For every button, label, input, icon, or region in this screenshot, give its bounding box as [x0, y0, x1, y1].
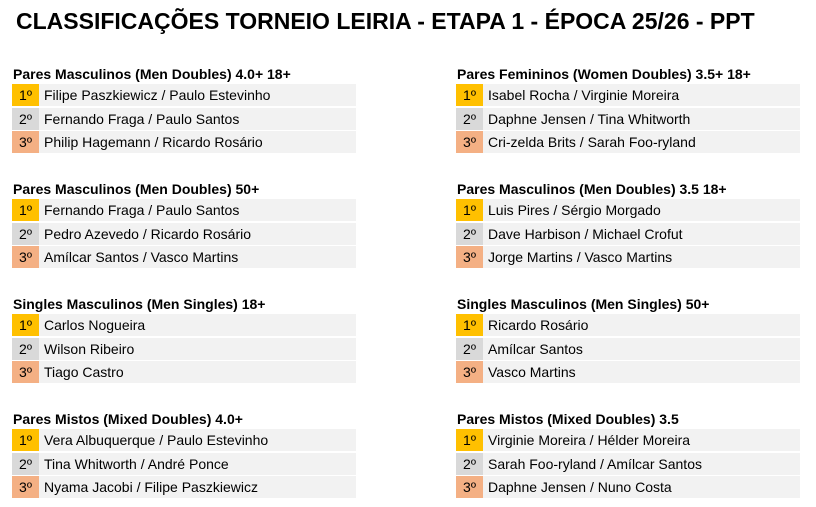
category-title: Pares Masculinos (Men Doubles) 4.0+ 18+: [13, 66, 291, 82]
category-title: Singles Masculinos (Men Singles) 18+: [13, 296, 266, 312]
category-block: [456, 64, 800, 153]
category-title: Pares Masculinos (Men Doubles) 50+: [13, 181, 260, 197]
result-row-2: [456, 222, 800, 245]
rank-2nd: 2º: [456, 223, 483, 245]
result-row-3: [456, 360, 800, 383]
result-row-1: [12, 314, 356, 337]
category-title: Pares Mistos (Mixed Doubles) 3.5: [457, 411, 679, 427]
rank-2nd: 2º: [456, 453, 483, 475]
result-row-1: [456, 199, 800, 222]
result-row-3: [12, 360, 356, 383]
rank-2nd: 2º: [456, 338, 483, 360]
player-names: Vera Albuquerque / Paulo Estevinho: [39, 429, 356, 451]
player-names: Filipe Paszkiewicz / Paulo Estevinho: [39, 84, 356, 106]
player-names: Nyama Jacobi / Filipe Paszkiewicz: [39, 476, 356, 498]
category-block: [12, 64, 356, 153]
rank-1st: 1º: [12, 429, 39, 451]
rank-1st: 1º: [456, 314, 483, 336]
result-row-3: [456, 475, 800, 498]
player-names: Wilson Ribeiro: [39, 338, 356, 360]
category-title: Pares Masculinos (Men Doubles) 3.5 18+: [457, 181, 727, 197]
result-row-3: [456, 130, 800, 153]
rank-1st: 1º: [456, 429, 483, 451]
result-row-2: [456, 337, 800, 360]
page-title: CLASSIFICAÇÕES TORNEIO LEIRIA - ETAPA 1 - ÉPOCA 25/26 - PPT: [16, 8, 755, 34]
result-row-2: [12, 337, 356, 360]
rank-2nd: 2º: [12, 338, 39, 360]
result-row-1: [456, 84, 800, 107]
result-row-2: [456, 107, 800, 130]
category-block: [12, 409, 356, 498]
player-names: Daphne Jensen / Nuno Costa: [483, 476, 800, 498]
rank-3rd: 3º: [12, 361, 39, 383]
rank-1st: 1º: [12, 199, 39, 221]
player-names: Dave Harbison / Michael Crofut: [483, 223, 800, 245]
result-row-2: [12, 107, 356, 130]
result-row-1: [12, 84, 356, 107]
category-block: [12, 179, 356, 268]
result-row-3: [12, 245, 356, 268]
result-row-1: [456, 314, 800, 337]
category-block: [456, 294, 800, 383]
result-row-3: [12, 130, 356, 153]
player-names: Fernando Fraga / Paulo Santos: [39, 108, 356, 130]
rank-2nd: 2º: [12, 223, 39, 245]
player-names: Isabel Rocha / Virginie Moreira: [483, 84, 800, 106]
player-names: Ricardo Rosário: [483, 314, 800, 336]
player-names: Cri-zelda Brits / Sarah Foo-ryland: [483, 131, 800, 153]
category-title: Pares Femininos (Women Doubles) 3.5+ 18+: [457, 66, 751, 82]
player-names: Tiago Castro: [39, 361, 356, 383]
rank-2nd: 2º: [456, 108, 483, 130]
player-names: Vasco Martins: [483, 361, 800, 383]
category-block: [456, 409, 800, 498]
rank-3rd: 3º: [12, 131, 39, 153]
category-title: Singles Masculinos (Men Singles) 50+: [457, 296, 710, 312]
category-title: Pares Mistos (Mixed Doubles) 4.0+: [13, 411, 243, 427]
player-names: Tina Whitworth / André Ponce: [39, 453, 356, 475]
result-row-3: [12, 475, 356, 498]
rank-3rd: 3º: [456, 361, 483, 383]
result-row-3: [456, 245, 800, 268]
rank-3rd: 3º: [12, 246, 39, 268]
rank-1st: 1º: [456, 199, 483, 221]
result-row-1: [456, 429, 800, 452]
result-row-1: [12, 429, 356, 452]
rank-1st: 1º: [12, 314, 39, 336]
player-names: Sarah Foo-ryland / Amílcar Santos: [483, 453, 800, 475]
rank-1st: 1º: [12, 84, 39, 106]
result-row-2: [12, 452, 356, 475]
result-row-2: [12, 222, 356, 245]
category-block: [456, 179, 800, 268]
rank-3rd: 3º: [456, 131, 483, 153]
player-names: Virginie Moreira / Hélder Moreira: [483, 429, 800, 451]
player-names: Amílcar Santos / Vasco Martins: [39, 246, 356, 268]
rank-3rd: 3º: [456, 476, 483, 498]
rank-3rd: 3º: [12, 476, 39, 498]
player-names: Philip Hagemann / Ricardo Rosário: [39, 131, 356, 153]
category-block: [12, 294, 356, 383]
result-row-1: [12, 199, 356, 222]
player-names: Amílcar Santos: [483, 338, 800, 360]
rank-2nd: 2º: [12, 108, 39, 130]
player-names: Fernando Fraga / Paulo Santos: [39, 199, 356, 221]
player-names: Luis Pires / Sérgio Morgado: [483, 199, 800, 221]
result-row-2: [456, 452, 800, 475]
player-names: Pedro Azevedo / Ricardo Rosário: [39, 223, 356, 245]
player-names: Carlos Nogueira: [39, 314, 356, 336]
rank-1st: 1º: [456, 84, 483, 106]
player-names: Daphne Jensen / Tina Whitworth: [483, 108, 800, 130]
rank-2nd: 2º: [12, 453, 39, 475]
rank-3rd: 3º: [456, 246, 483, 268]
player-names: Jorge Martins / Vasco Martins: [483, 246, 800, 268]
